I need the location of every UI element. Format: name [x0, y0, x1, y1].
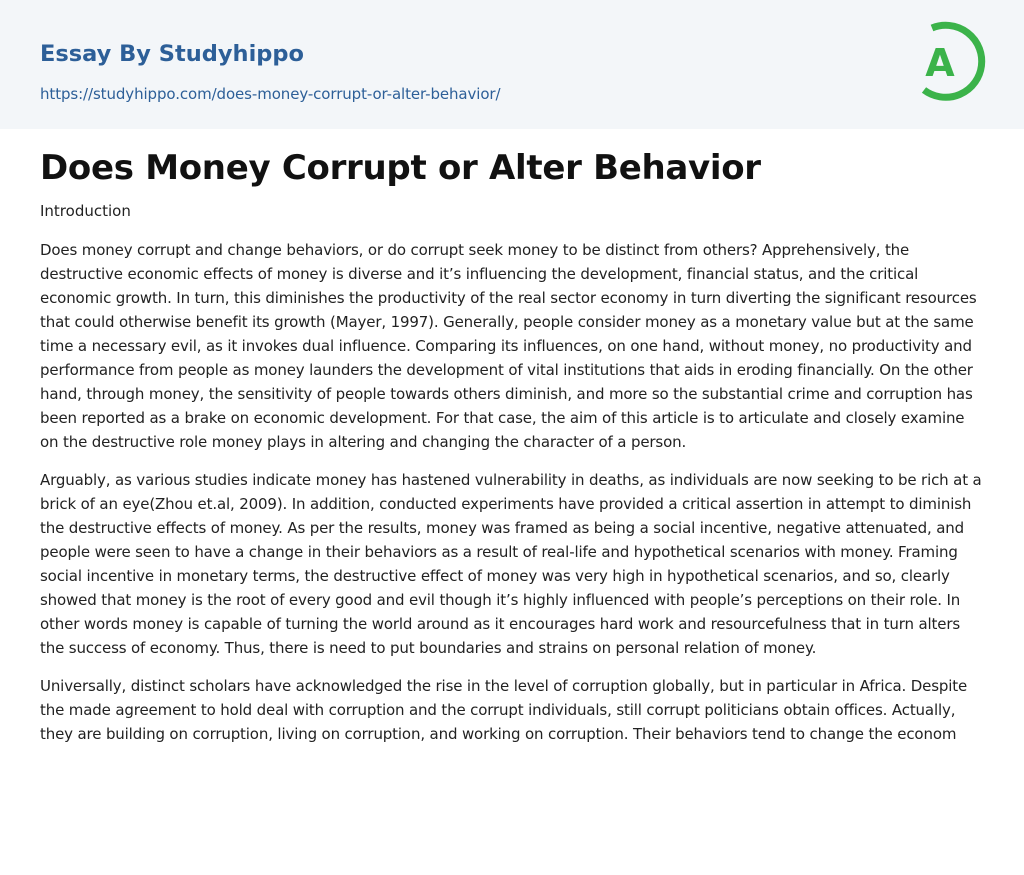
- site-header: [0, 0, 1024, 129]
- essay-paragraph-2: Arguably, as various studies indicate money has hastened vulnerability in deaths, as individuals are now seeking to be rich at a brick of an eye(Zhou et.al, 2009). In addition, conducted experiments have provided a critical assertion in attempt to diminish the destructive effects of money. As per the results, money was framed as being a social incentive, negative attenuated, and people were seen to have a change in their behaviors as a result of real-life and hypothetical scenarios with money. Framing social incentive in monetary terms, the destructive effect of money was very high in hypothetical scenarios, and so, clearly showed that money is the root of every good and evil though it’s highly influenced with people’s perceptions on their role. In other words money is capable of turning the world around as it encourages hard work and resourcefulness that in turn alters the success of economy. Thus, there is need to put boundaries and strains on personal relation of money.: [40, 471, 982, 657]
- site-brand[interactable]: Essay By Studyhippo: [40, 41, 304, 67]
- essay-title: Does Money Corrupt or Alter Behavior: [40, 148, 761, 188]
- essay-article: [40, 145, 986, 746]
- section-heading-introduction: Introduction: [40, 202, 131, 220]
- logo-letter: A: [925, 41, 955, 85]
- essay-paragraph-3: Universally, distinct scholars have acknowledged the rise in the level of corruption globally, but in particular in Africa. Despite the made agreement to hold deal with corruption and the corrupt individuals, still corrupt politicians obtain offices. Actually, they are building on corruption, living on corruption, and working on corruption. Their behaviors tend to change the econom: [40, 677, 968, 743]
- studyhippo-logo-icon[interactable]: [910, 17, 990, 107]
- essay-paragraph-1: Does money corrupt and change behaviors, or do corrupt seek money to be distinct from others? Apprehensively, the destructive economic effects of money is diverse and it’s influencing the development, financial status, and the critical economic growth. In turn, this diminishes the productivity of the real sector economy in turn diverting the significant resources that could otherwise benefit its growth (Mayer, 1997). Generally, people consider money as a monetary value but at the same time a necessary evil, as it invokes dual influence. Comparing its influences, on one hand, without money, no productivity and performance from people as money launders the development of vital institutions that aids in eroding financially. On the other hand, through money, the sensitivity of people towards others diminish, and more so the substantial crime and corruption has been reported as a brake on economic development. For that case, the aim of this article is to articulate and closely examine on the destructive role money plays in altering and changing the character of a person.: [40, 241, 977, 451]
- essay-url-link[interactable]: https://studyhippo.com/does-money-corrupt-or-alter-behavior/: [40, 85, 501, 103]
